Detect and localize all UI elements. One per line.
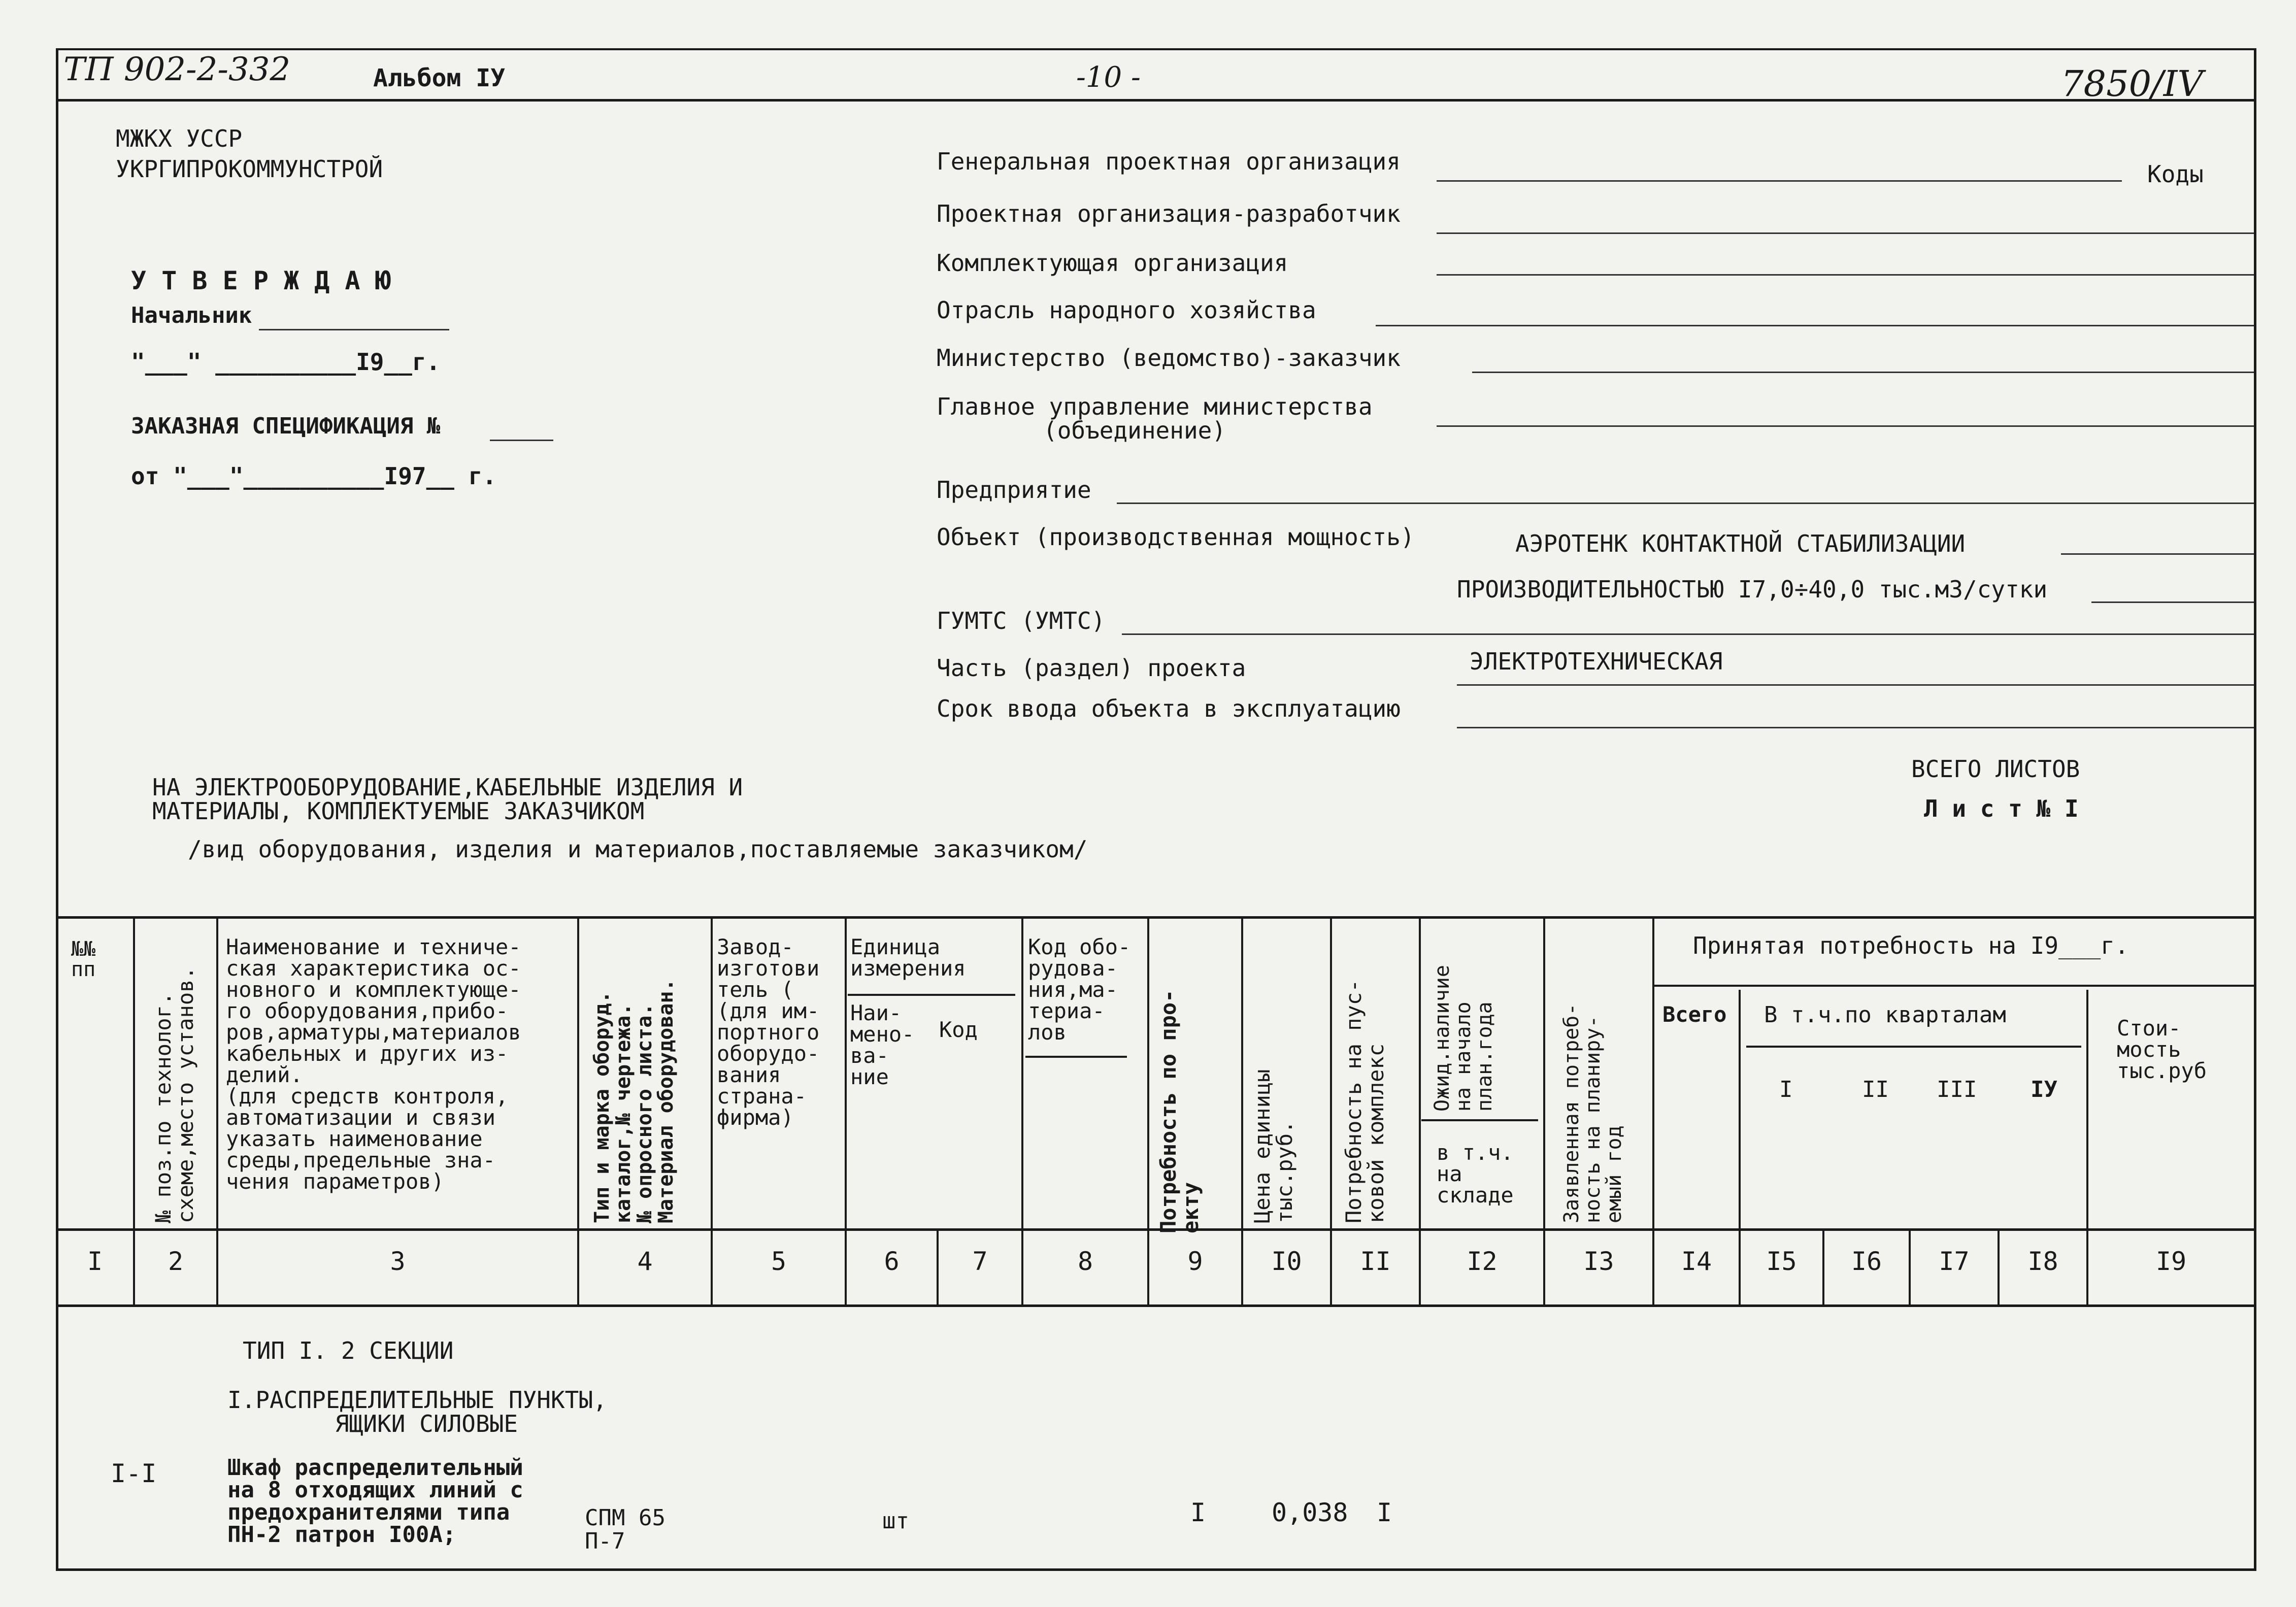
gumts-line (1122, 633, 2254, 635)
frame-bottom (56, 1568, 2256, 1571)
col-number: II (1360, 1247, 1391, 1276)
capacity-value: ПРОИЗВОДИТЕЛЬНОСТЬЮ I7,0÷40,0 тыс.м3/сутки (1457, 576, 2048, 603)
col-9-header: Потребность по про- екту (1156, 989, 1204, 1233)
row-launch-qty: I (1377, 1498, 1392, 1527)
project-code: ТП 902-2-332 (63, 51, 291, 88)
ministry-customer-label: Министерство (ведомство)-заказчик (937, 344, 1401, 372)
approval-chief: Начальник (131, 303, 252, 328)
col-divider-13 (1652, 916, 1654, 1304)
row-price: 0,038 (1272, 1498, 1348, 1527)
type-line: ТИП I. 2 СЕКЦИИ (243, 1337, 454, 1364)
quarters-header: В т.ч.по кварталам (1764, 1002, 2006, 1028)
album-label: Альбом IУ (373, 64, 506, 92)
col-divider-4 (711, 916, 713, 1304)
col-4-header: Тип и марка оборуд. каталог,№ чертежа. № опросного листа. Материал оборудован. (590, 979, 678, 1223)
col-12-header: Ожид.наличие на начало план.года (1430, 965, 1496, 1112)
page-number: -10 - (1076, 61, 1141, 94)
row-position: I-I (111, 1459, 157, 1488)
col-1-header: №№ пп (71, 938, 96, 981)
col-divider-5 (845, 916, 847, 1304)
subject-line-3: /вид оборудования, изделия и материалов,поставляемые заказчиком/ (188, 835, 1088, 863)
col-divider-2 (216, 916, 218, 1304)
col-number: I7 (1939, 1247, 1970, 1276)
capacity-line (2091, 601, 2254, 603)
quarter-1-header: I (1779, 1077, 1793, 1102)
frame-top (56, 99, 2256, 102)
col-number: 8 (1077, 1247, 1093, 1276)
spec-date: от "___"__________I97__ г. (131, 462, 497, 490)
unit-underline (848, 994, 1015, 996)
col-5-header: Завод- изготови тель ( (для им- портного оборудо- вания страна- фирма) (717, 934, 820, 1130)
col-divider-1 (133, 916, 135, 1304)
col-number: 7 (972, 1247, 988, 1276)
object-line (2061, 553, 2254, 555)
ministry-name: МЖКХ УССР (116, 125, 243, 152)
stock-underline (1421, 1119, 1538, 1121)
col-10-header: Цена единицы тыс.руб. (1250, 1069, 1297, 1223)
sheet-number: Л и с т № I (1924, 795, 2079, 822)
spec-number-line (490, 440, 553, 441)
approval-title: У Т В Е Р Ж Д А Ю (131, 266, 391, 295)
table-top-line (56, 916, 2256, 919)
col-divider-12 (1543, 916, 1545, 1304)
ministry-customer-line (1472, 372, 2254, 373)
industry-line (1376, 325, 2254, 326)
section-title-line-2: ЯЩИКИ СИЛОВЫЕ (335, 1410, 518, 1437)
general-org-line (1437, 180, 2122, 182)
object-label: Объект (производственная мощность) (937, 523, 1415, 551)
col-12b-header: в т.ч. на складе (1437, 1140, 1514, 1208)
col-divider-8 (1147, 916, 1149, 1304)
industry-label: Отрасль народного хозяйства (937, 296, 1316, 324)
main-dept-line (1437, 425, 2254, 427)
col-number: I3 (1583, 1247, 1614, 1276)
accepted-underline (1652, 985, 2254, 987)
col-number: I0 (1271, 1247, 1302, 1276)
col-number: I5 (1766, 1247, 1797, 1276)
col-3-header: Наименование и техниче- ская характеристика ос- новного и комплектующе- го оборудования,прибо- ров,арматуры,материалов кабельных и других из- делий. (для средств контроля, автоматизации и связи указать наименование среды,предельные зна- чения параметров) (226, 934, 521, 1194)
col-number: I8 (2027, 1247, 2058, 1276)
part-line (1457, 684, 2254, 686)
part-label: Часть (раздел) проекта (937, 654, 1246, 682)
gumts-label: ГУМТС (УМТС) (937, 607, 1106, 634)
col-6-header: Наи- мено- ва- ние (850, 1000, 915, 1089)
deadline-label: Срок ввода объекта в эксплуатацию (937, 695, 1401, 722)
quarter-2-header: II (1862, 1077, 1889, 1102)
codes-label: Коды (2147, 160, 2204, 188)
col-8-header: Код обо- рудова- ния,ма- териа- лов (1028, 934, 1131, 1045)
col-number: 5 (771, 1247, 787, 1276)
col-7-header: Код (939, 1017, 978, 1042)
inventory-number: 7850/IV (2061, 63, 2203, 105)
col-divider-7 (1021, 916, 1023, 1304)
col-divider-9 (1241, 916, 1243, 1304)
col-number: I4 (1681, 1247, 1712, 1276)
row-unit: шт (882, 1508, 909, 1534)
quarter-3-header: III (1937, 1077, 1977, 1102)
stamp-line-top (56, 48, 2256, 50)
deadline-line (1457, 727, 2254, 728)
code-underline (1025, 1056, 1127, 1058)
col-number: I6 (1851, 1247, 1882, 1276)
approval-date-line: "___" __________I9__г. (131, 348, 441, 376)
col-divider-10 (1330, 916, 1332, 1304)
col-13-header: Заявленная потреб- ность на планиру- емый год (1560, 1003, 1626, 1223)
quarter-4-header: IУ (2031, 1077, 2057, 1102)
main-dept-sub-label: (объединение) (1043, 417, 1226, 444)
main-dept-label: Главное управление министерства (937, 393, 1373, 420)
col-number: 9 (1187, 1247, 1203, 1276)
spec-title: ЗАКАЗНАЯ СПЕЦИФИКАЦИЯ № (131, 413, 441, 439)
table-number-row-bottom-line (56, 1304, 2256, 1307)
general-org-label: Генеральная проектная организация (937, 148, 1401, 175)
chief-signature-line (259, 329, 449, 330)
quarters-underline (1746, 1046, 2081, 1048)
col-2-header: № поз.по технолог. схеме,место установ. (151, 966, 198, 1223)
enterprise-line (1117, 503, 2254, 504)
subject-line-1: НА ЭЛЕКТРООБОРУДОВАНИЕ,КАБЕЛЬНЫЕ ИЗДЕЛИЯ И (152, 774, 743, 801)
col-67-header: Единица измерения (850, 934, 966, 981)
section-title-line-1: I.РАСПРЕДЕЛИТЕЛЬНЫЕ ПУНКТЫ, (227, 1386, 607, 1414)
col-divider-11 (1419, 916, 1421, 1304)
row-type: СПМ 65 П-7 (585, 1505, 665, 1555)
col-19-header: Стои- мость тыс.руб (2117, 1016, 2207, 1083)
row-qty: I (1190, 1498, 1206, 1527)
col-number: I9 (2155, 1247, 2187, 1276)
frame-left (56, 48, 58, 1568)
developer-line (1437, 232, 2254, 234)
institute-name: УКРГИПРОКОММУНСТРОЙ (116, 155, 383, 183)
col-divider-3 (577, 916, 579, 1304)
developer-label: Проектная организация-разработчик (937, 200, 1401, 227)
supplier-label: Комплектующая организация (937, 249, 1288, 277)
col-14-header: Всего (1662, 1002, 1727, 1027)
enterprise-label: Предприятие (937, 476, 1091, 504)
col-number: I (87, 1247, 103, 1276)
col-number: 6 (884, 1247, 900, 1276)
row-name: Шкаф распределительный на 8 отходящих линий с предохранителями типа ПН-2 патрон I00А; (227, 1455, 523, 1548)
col-number: 4 (637, 1247, 653, 1276)
total-sheets-label: ВСЕГО ЛИСТОВ (1911, 755, 2080, 783)
accepted-header: Принятая потребность на I9___г. (1693, 932, 2129, 959)
subject-line-2: МАТЕРИАЛЫ, КОМПЛЕКТУЕМЫЕ ЗАКАЗЧИКОМ (152, 797, 645, 825)
col-11-header: Потребность на пус- ковой комплекс (1341, 979, 1389, 1223)
col-number: 2 (168, 1247, 184, 1276)
supplier-line (1437, 274, 2254, 276)
object-value: АЭРОТЕНК КОНТАКТНОЙ СТАБИЛИЗАЦИИ (1515, 530, 1966, 557)
frame-right (2254, 48, 2256, 1568)
part-value: ЭЛЕКТРОТЕХНИЧЕСКАЯ (1470, 648, 1723, 675)
col-number: 3 (390, 1247, 406, 1276)
col-number: I2 (1467, 1247, 1498, 1276)
